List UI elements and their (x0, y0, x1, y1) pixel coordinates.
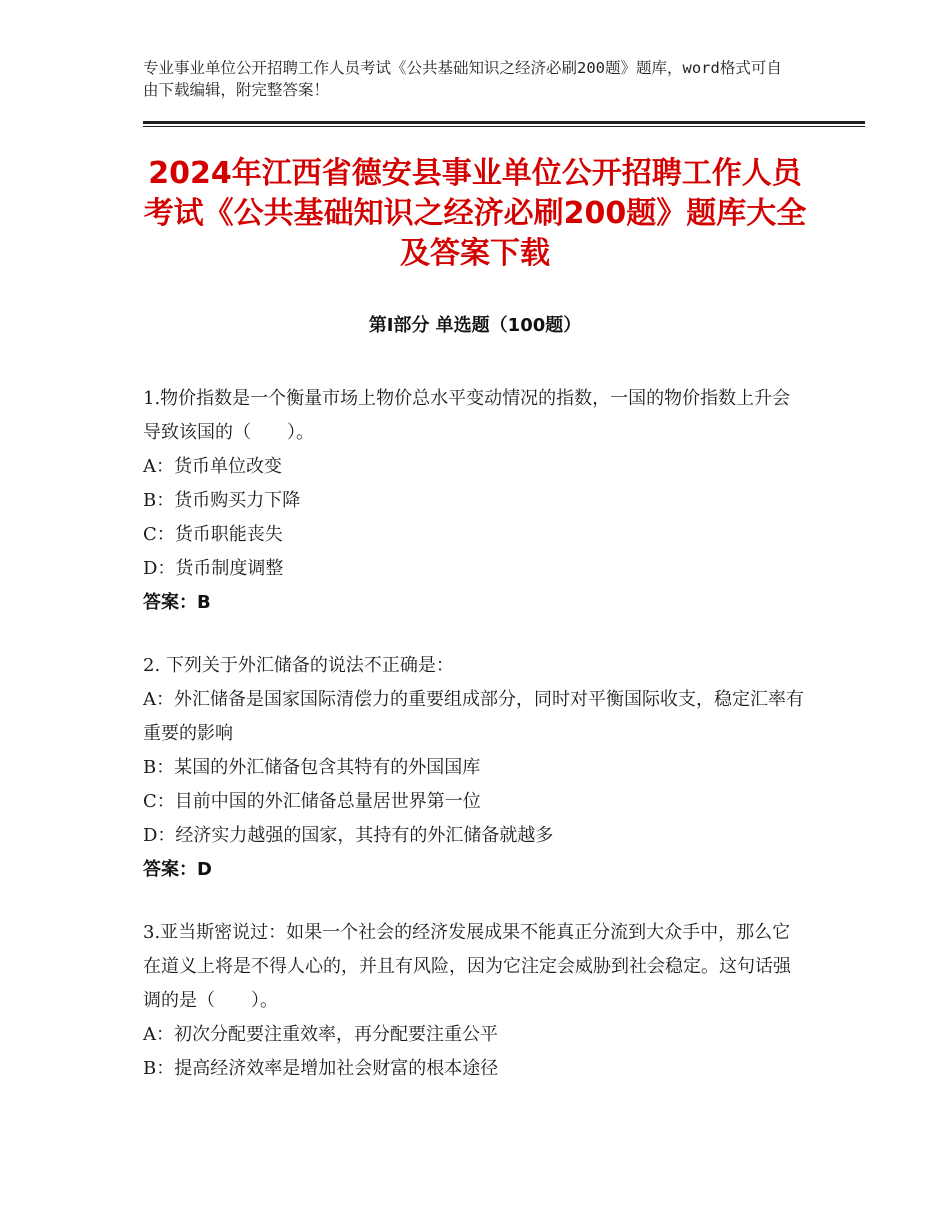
document-title: 2024年江西省德安县事业单位公开招聘工作人员考试《公共基础知识之经济必刷200题》题库大全及答案下载 (143, 156, 807, 271)
question-stem: 2. 下列关于外汇储备的说法不正确是： (143, 655, 454, 676)
option-a: A：外汇储备是国家国际清偿力的重要组成部分，同时对平衡国际收支，稳定汇率有重要的影响 (143, 689, 804, 744)
option-d: D：货币制度调整 (143, 558, 284, 579)
question-1 (143, 382, 807, 620)
header-divider-thick (143, 121, 865, 124)
question-list (143, 382, 807, 1115)
question-stem: 1.物价指数是一个衡量市场上物价总水平变动情况的指数，一国的物价指数上升会导致该国的（ ）。 (143, 388, 791, 443)
question-2 (143, 649, 807, 887)
question-stem: 3.亚当斯密说过：如果一个社会的经济发展成果不能真正分流到大众手中，那么它在道义上将是不得人心的，并且有风险，因为它注定会威胁到社会稳定。这句话强调的是（ ）。 (143, 922, 791, 1011)
answer-line: 答案：B (143, 592, 211, 613)
header-divider-thin (143, 126, 865, 127)
section-title: 第Ⅰ部分 单选题（100题） (368, 315, 582, 336)
option-b: B：货币购买力下降 (143, 490, 301, 511)
answer-line: 答案：D (143, 859, 212, 880)
option-d: D：经济实力越强的国家，其持有的外汇储备就越多 (143, 825, 554, 846)
option-c: C：货币职能丧失 (143, 524, 283, 545)
question-3 (143, 916, 807, 1086)
option-c: C：目前中国的外汇储备总量居世界第一位 (143, 791, 481, 812)
option-b: B：某国的外汇储备包含其特有的外国国库 (143, 757, 481, 778)
option-a: A：货币单位改变 (143, 456, 282, 477)
option-b: B：提高经济效率是增加社会财富的根本途径 (143, 1058, 499, 1079)
header-note: 专业事业单位公开招聘工作人员考试《公共基础知识之经济必刷200题》题库，word格式可自由下载编辑，附完整答案！ (143, 59, 782, 99)
option-a: A：初次分配要注重效率，再分配要注重公平 (143, 1024, 498, 1045)
